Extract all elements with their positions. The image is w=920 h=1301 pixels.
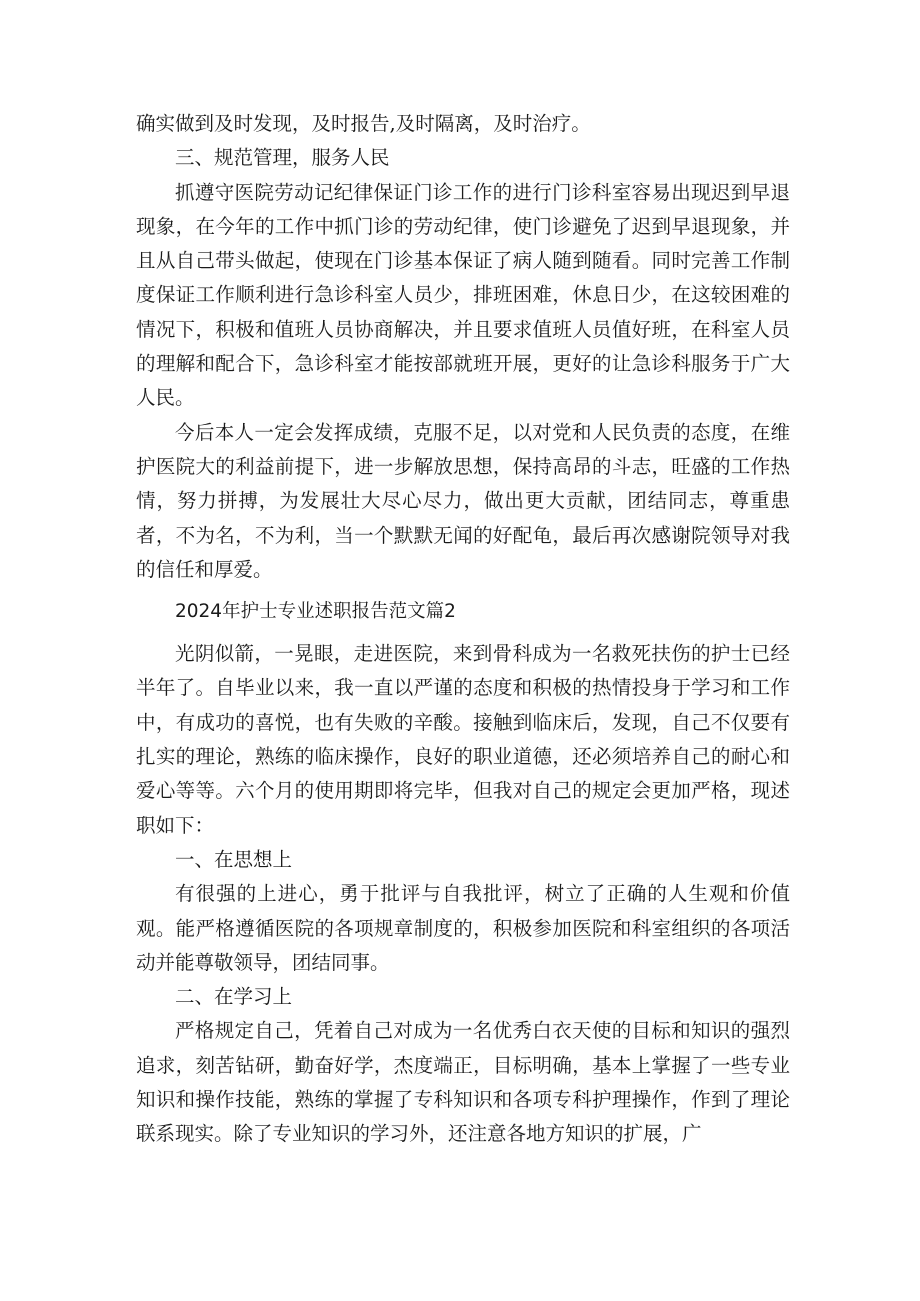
document-body	[136, 107, 790, 1152]
paragraph-introduction: 光阴似箭，一晃眼，走进医院，来到骨科成为一名救死扶伤的护士已经半年了。自毕业以来，我一直以严谨的态度和积极的热情投身于学习和工作中，有成功的喜悦，也有失败的辛酸。接触到临床后，发现，自己不仅要有扎实的理论，熟练的临床操作，良好的职业道德，还必须培养自己的耐心和爱心等等。六个月的使用期即将完毕，但我对自己的规定会更加严格，现述职如下：	[136, 642, 790, 837]
paragraph-continuation: 确实做到及时发现，及时报告,及时隔离，及时治疗。	[136, 112, 591, 135]
article-title: 2024年护士专业述职报告范文篇2	[175, 601, 456, 623]
paragraph-future-commitment: 今后本人一定会发挥成绩，克服不足，以对党和人民负责的态度，在维护医院大的利益前提下，进一步解放思想，保持高昂的斗志，旺盛的工作热情，努力拼搏，为发展壮大尽心尽力，做出更大贡献，团结同志，尊重患者，不为名，不为利，当一个默默无闻的好配龟，最后再次感谢院领导对我的信任和厚爱。	[136, 420, 790, 581]
paragraph-thought: 有很强的上进心，勇于批评与自我批评，树立了正确的人生观和价值观。能严格遵循医院的各项规章制度的，积极参加医院和科室组织的各项活动并能尊敬领导，团结同事。	[136, 882, 790, 974]
paragraph-study: 严格规定自己，凭着自己对成为一名优秀白衣天使的目标和知识的强烈追求，刻苦钻研，勤奋好学，杰度端正，目标明确，基本上掌握了一些专业知识和操作技能，熟练的掌握了专科知识和各项专科护理操作，作到了理论联系现实。除了专业知识的学习外，还注意各地方知识的扩展，广	[136, 1019, 790, 1146]
section-heading-service: 三、规范管理，服务人民	[175, 146, 390, 170]
section-heading-thought: 一、在思想上	[175, 847, 293, 871]
section-heading-study: 二、在学习上	[175, 985, 293, 1009]
paragraph-labor-discipline: 抓遵守医院劳动记纪律保证门诊工作的进行门诊科室容易出现迟到早退现象，在今年的工作中抓门诊的劳动纪律，使门诊避免了迟到早退现象，并且从自己带头做起，使现在门诊基本保证了病人随到随看。同时完善工作制度保证工作顺利进行急诊科室人员少，排班困难，休息日少，在这较困难的情况下，积极和值班人员协商解决，并且要求值班人员值好班，在科室人员的理解和配合下，急诊科室才能按部就班开展，更好的让急诊科服务于广大人民。	[136, 180, 790, 410]
